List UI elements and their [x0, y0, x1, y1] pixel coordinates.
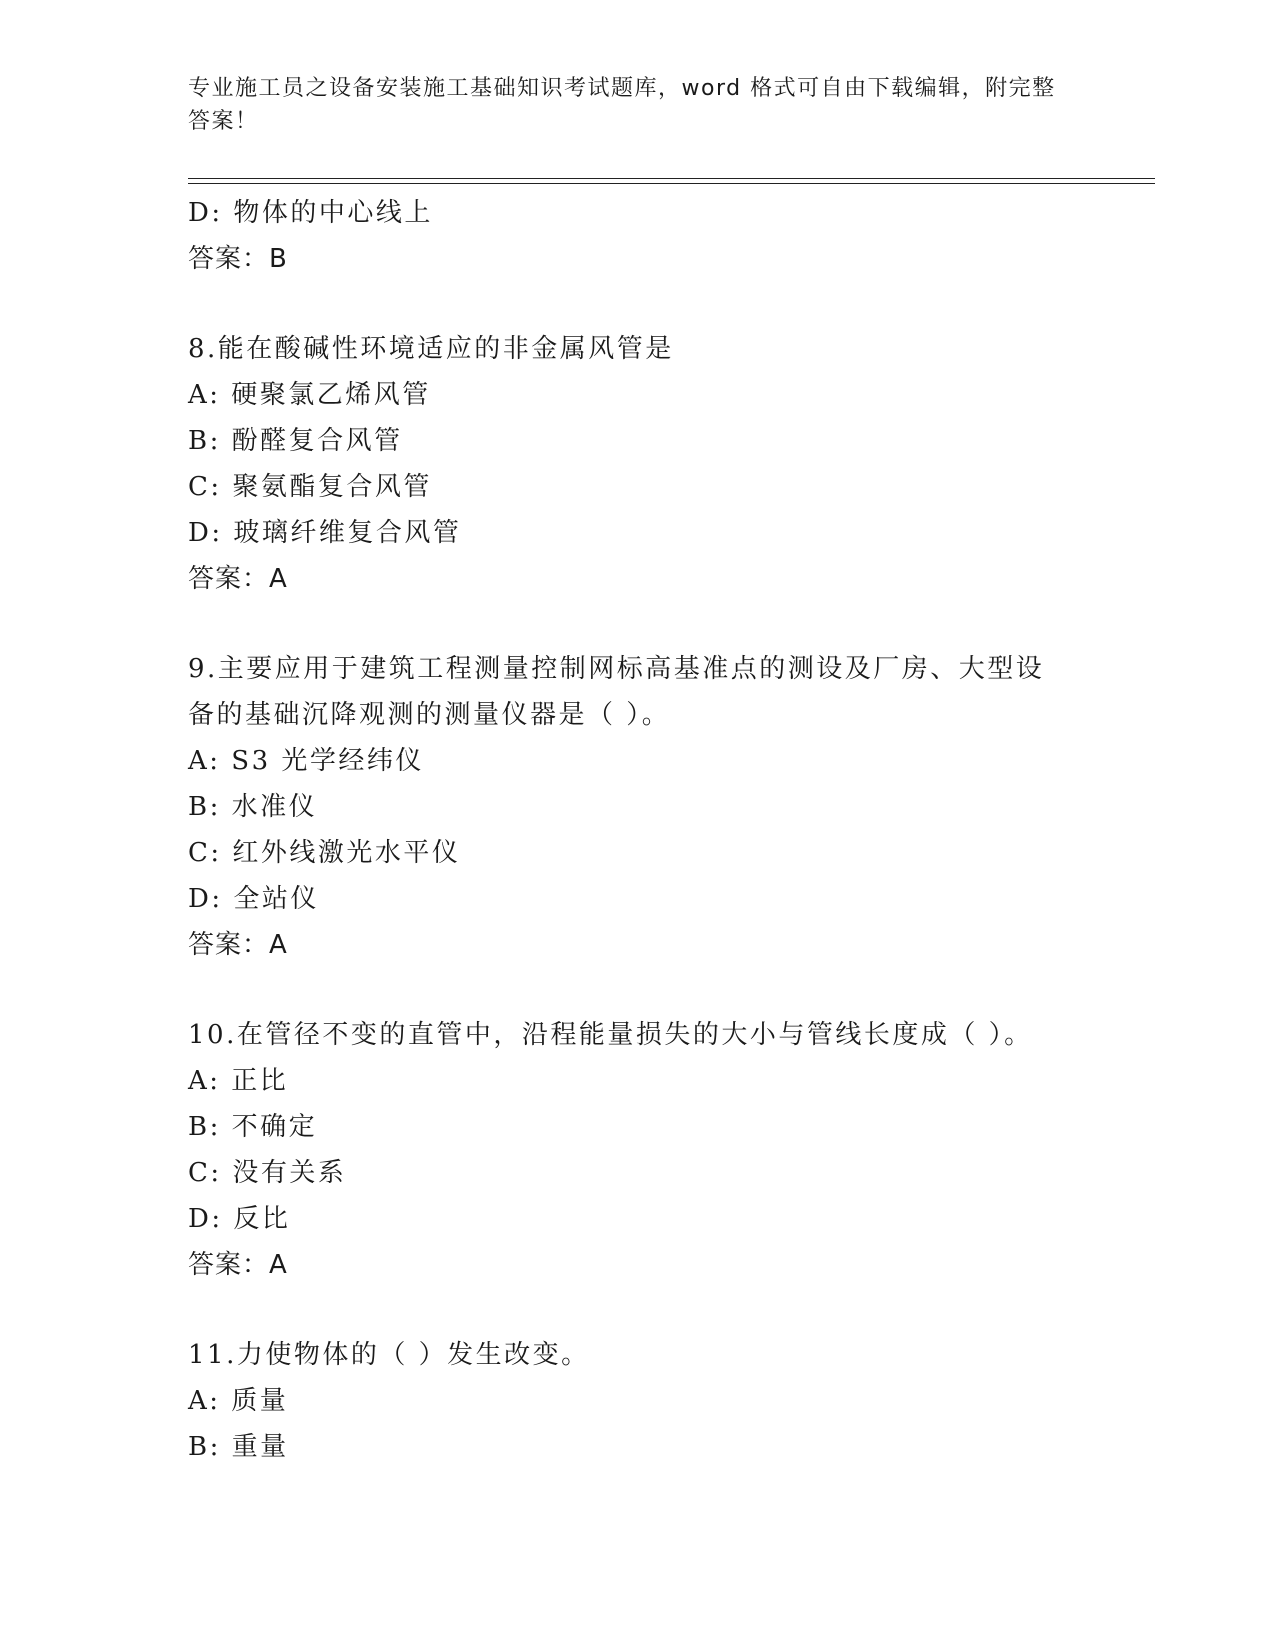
option-b: B: 水准仪 — [188, 792, 318, 822]
option-d: D: 全站仪 — [188, 884, 319, 914]
answer-line: 答案：A — [188, 930, 288, 960]
option-c: C: 红外线激光水平仪 — [188, 838, 461, 868]
answer-line: 答案：A — [188, 564, 288, 594]
header-divider-bottom — [188, 183, 1155, 184]
option-a: A: 质量 — [188, 1386, 289, 1416]
question-block — [188, 646, 1148, 968]
document-header: 专业施工员之设备安装施工基础知识考试题库，word 格式可自由下载编辑，附完整答案！ — [188, 76, 1056, 134]
option-b: B: 不确定 — [188, 1112, 318, 1142]
question-stem: 11.力使物体的（ ）发生改变。 — [188, 1340, 590, 1370]
question-stem: 8.能在酸碱性环境适应的非金属风管是 — [188, 334, 674, 364]
option-b: B: 酚醛复合风管 — [188, 426, 403, 456]
option-d: D: 物体的中心线上 — [188, 198, 433, 228]
question-block — [188, 326, 1148, 602]
option-b: B: 重量 — [188, 1432, 289, 1462]
option-d: D: 反比 — [188, 1204, 291, 1234]
header-divider-top — [188, 178, 1155, 179]
question-block — [188, 1332, 1148, 1470]
question-stem: 9.主要应用于建筑工程测量控制网标高基准点的测设及厂房、大型设备的基础沉降观测的测量仪器是（ ）。 — [188, 654, 1045, 730]
answer-line: 答案：A — [188, 1250, 288, 1280]
question-stem: 10.在管径不变的直管中，沿程能量损失的大小与管线长度成（ ）。 — [188, 1020, 1033, 1050]
question-block — [188, 1012, 1148, 1288]
option-c: C: 没有关系 — [188, 1158, 347, 1188]
answer-line: 答案：B — [188, 244, 288, 274]
question-list — [188, 190, 1148, 1470]
option-c: C: 聚氨酯复合风管 — [188, 472, 432, 502]
option-a: A: S3 光学经纬仪 — [188, 746, 424, 776]
option-d: D: 玻璃纤维复合风管 — [188, 518, 462, 548]
option-a: A: 正比 — [188, 1066, 289, 1096]
option-a: A: 硬聚氯乙烯风管 — [188, 380, 431, 410]
